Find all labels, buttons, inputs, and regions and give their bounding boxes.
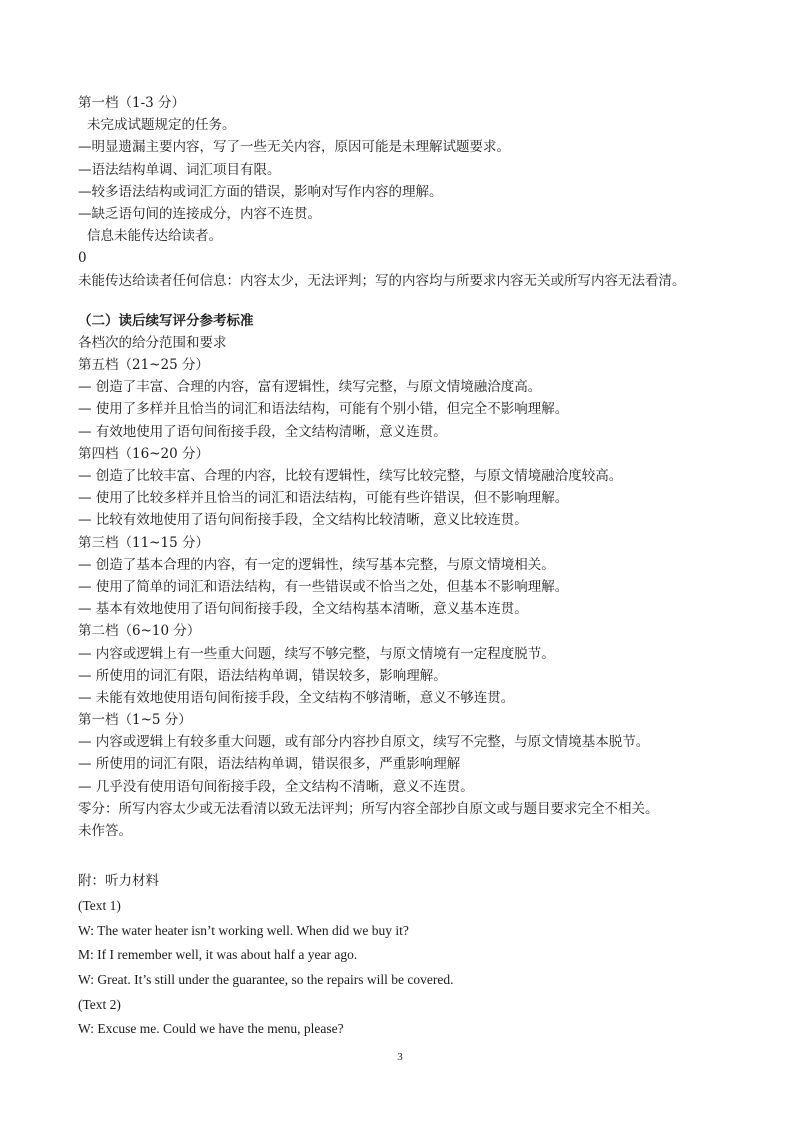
tier-line: — 创造了比较丰富、合理的内容，比较有逻辑性，续写比较完整，与原文情境融洽度较高。 <box>78 468 623 484</box>
dialogue-line: W: The water heater isn’t working well. When did we buy it? <box>78 922 409 938</box>
no-answer-line: 未作答。 <box>78 823 132 839</box>
spacer <box>78 860 728 868</box>
zero-label: 0 <box>78 250 87 267</box>
zero-score-line: 零分：所写内容太少或无法看清以致无法评判；所写内容全部抄自原文或与题目要求完全不相关。 <box>78 800 659 817</box>
text2-label: (Text 2) <box>78 996 121 1012</box>
tier-line: — 未能有效地使用语句间衔接手段，全文结构不够清晰，意义不够连贯。 <box>78 689 515 706</box>
text1-label: (Text 1) <box>78 898 121 914</box>
tier-line: — 使用了多样并且恰当的词汇和语法结构，可能有个别小错，但完全不影响理解。 <box>78 401 569 418</box>
tier-line: — 使用了比较多样并且恰当的词汇和语法结构，可能有些许错误，但不影响理解。 <box>78 490 569 507</box>
dialogue-line: W: Excuse me. Could we have the menu, please? <box>78 1021 344 1037</box>
tier-line: — 创造了丰富、合理的内容，富有逻辑性，续写完整，与原文情境融洽度高。 <box>78 379 542 396</box>
dialogue-line: M: If I remember well, it was about half a year ago. <box>78 947 358 963</box>
tier-line: — 所使用的词汇有限，语法结构单调，错误较多，影响理解。 <box>78 667 447 684</box>
spacer <box>78 842 728 860</box>
tier1-line: —明显遗漏主要内容，写了一些无关内容，原因可能是未理解试题要求。 <box>78 139 510 156</box>
tier-line: — 所使用的词汇有限，语法结构单调，错误很多，严重影响理解 <box>78 756 461 773</box>
document-page <box>78 92 728 1042</box>
tier-line: — 基本有效地使用了语句间衔接手段，全文结构基本清晰，意义基本连贯。 <box>78 601 528 618</box>
tier-title: 第二档（6~10 分） <box>78 623 201 640</box>
tier-line: — 有效地使用了语句间衔接手段，全文结构清晰，意义连贯。 <box>78 423 447 440</box>
tier-title: 第一档（1~5 分） <box>78 712 192 729</box>
tier1-line: —较多语法结构或词汇方面的错误，影响对写作内容的理解。 <box>78 183 443 200</box>
section-subtitle: 各档次的给分范围和要求 <box>78 334 227 351</box>
tier1-line: 未完成试题规定的任务。 <box>87 117 236 134</box>
tier-line: — 比较有效地使用了语句间衔接手段，全文结构比较清晰，意义比较连贯。 <box>78 512 528 529</box>
tier1-line: —缺乏语句间的连接成分，内容不连贯。 <box>78 205 321 222</box>
tier-title: 第四档（16~20 分） <box>78 445 209 462</box>
appendix-title: 附：听力材料 <box>78 873 159 890</box>
zero-description: 未能传达给读者任何信息：内容太少，无法评判；写的内容均与所要求内容无关或所写内容无法看清。 <box>78 272 686 289</box>
page-number: 3 <box>397 1051 403 1063</box>
tier-line: — 几乎没有使用语句间衔接手段，全文结构不清晰，意义不连贯。 <box>78 778 474 795</box>
tier-line: — 创造了基本合理的内容，有一定的逻辑性，续写基本完整，与原文情境相关。 <box>78 556 555 573</box>
spacer <box>78 292 728 310</box>
tier-title: 第三档（11~15 分） <box>78 534 209 551</box>
tier-line: — 内容或逻辑上有一些重大问题，续写不够完整，与原文情境有一定程度脱节。 <box>78 645 555 662</box>
tier-line: — 使用了简单的词汇和语法结构，有一些错误或不恰当之处，但基本不影响理解。 <box>78 578 569 595</box>
section-heading: （二）读后续写评分参考标准 <box>78 312 254 329</box>
tier-title: 第五档（21~25 分） <box>78 357 209 374</box>
dialogue-line: W: Great. It’s still under the guarantee, so the repairs will be covered. <box>78 971 454 987</box>
tier1-line: 信息未能传达给读者。 <box>87 228 222 245</box>
tier1-line: —语法结构单调、词汇项目有限。 <box>78 161 281 178</box>
tier1-title: 第一档（1-3 分） <box>78 95 186 111</box>
tier-line: — 内容或逻辑上有较多重大问题，或有部分内容抄自原文，续写不完整，与原文情境基本脱节。 <box>78 734 650 751</box>
